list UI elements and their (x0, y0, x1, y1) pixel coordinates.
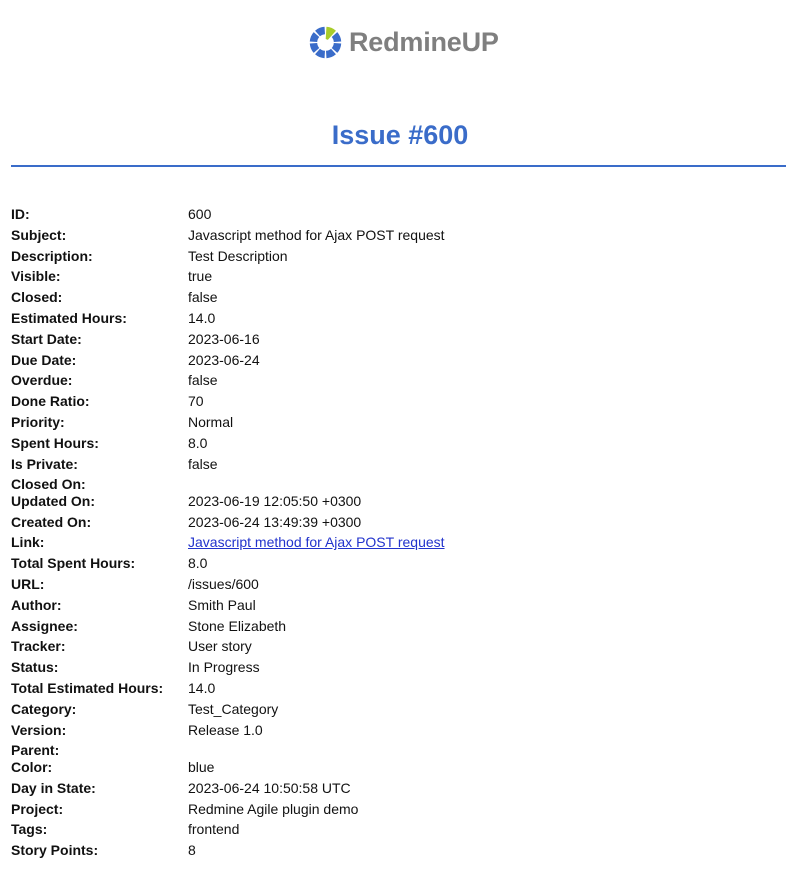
field-row (11, 287, 791, 308)
field-label: Tags: (11, 821, 48, 838)
field-row (11, 412, 791, 433)
field-row (11, 532, 791, 553)
field-row (11, 512, 791, 533)
field-label: Updated On: (11, 492, 95, 509)
field-label: Story Points: (11, 842, 99, 859)
field-value: 70 (188, 393, 204, 410)
field-row (11, 329, 791, 350)
field-value: Smith Paul (188, 596, 256, 613)
field-value: blue (188, 758, 215, 775)
field-value: Test_Category (188, 700, 279, 717)
field-row (11, 799, 791, 820)
field-label: Visible: (11, 268, 61, 285)
field-label: ID: (11, 206, 30, 222)
field-label: Closed On: (11, 476, 86, 493)
field-label: Link: (11, 534, 45, 551)
issue-link[interactable]: Javascript method for Ajax POST request (188, 534, 445, 551)
field-label: Start Date: (11, 330, 82, 347)
field-row (11, 678, 791, 699)
field-label: Subject: (11, 226, 67, 243)
field-label: Parent: (11, 742, 60, 759)
field-row (11, 740, 791, 757)
field-label: Done Ratio: (11, 393, 90, 410)
field-row (11, 350, 791, 371)
field-value: Redmine Agile plugin demo (188, 800, 359, 817)
page-title: Issue #600 (331, 120, 469, 150)
field-row (11, 657, 791, 678)
field-row (11, 699, 791, 720)
field-label: Spent Hours: (11, 434, 99, 451)
field-label: Due Date: (11, 351, 77, 368)
field-label: URL: (11, 576, 45, 593)
field-value: 8.0 (188, 555, 208, 572)
field-value: 2023-06-24 10:50:58 UTC (188, 779, 351, 796)
field-value: 600 (188, 206, 212, 222)
field-label: Estimated Hours: (11, 309, 127, 326)
field-row (11, 474, 791, 491)
field-label: Closed: (11, 289, 63, 306)
field-value: false (188, 455, 218, 472)
field-value: 8 (188, 842, 196, 859)
field-label: Color: (11, 758, 53, 775)
field-row (11, 266, 791, 287)
field-value: Javascript method for Ajax POST request (188, 226, 445, 243)
field-value (188, 532, 445, 553)
field-label: Tracker: (11, 638, 66, 655)
field-label: Day in State: (11, 779, 96, 796)
field-row (11, 204, 791, 225)
field-value: 2023-06-24 13:49:39 +0300 (188, 513, 362, 530)
field-label: Project: (11, 800, 64, 817)
field-value: false (188, 289, 218, 306)
field-row (11, 370, 791, 391)
redmineup-logo (308, 24, 499, 60)
field-label: Is Private: (11, 455, 78, 472)
field-label: Version: (11, 721, 67, 738)
field-label: Total Estimated Hours: (11, 680, 164, 697)
field-row (11, 616, 791, 637)
field-row (11, 225, 791, 246)
field-row (11, 491, 791, 512)
field-label: Author: (11, 596, 62, 613)
field-value: 2023-06-24 (188, 351, 260, 368)
field-value: Release 1.0 (188, 721, 263, 738)
field-value: 2023-06-16 (188, 330, 260, 347)
field-label: Description: (11, 247, 93, 264)
field-row (11, 308, 791, 329)
field-label: Assignee: (11, 617, 78, 634)
field-label: Overdue: (11, 372, 73, 389)
field-label: Category: (11, 700, 77, 717)
field-label: Total Spent Hours: (11, 555, 136, 572)
field-value: Stone Elizabeth (188, 617, 287, 634)
field-value: true (188, 268, 213, 285)
issue-fields-list (11, 204, 791, 861)
field-value: Test Description (188, 247, 288, 264)
title-divider (11, 165, 786, 167)
field-row (11, 778, 791, 799)
field-value: 14.0 (188, 309, 216, 326)
field-row (11, 636, 791, 657)
field-value: 14.0 (188, 680, 216, 697)
field-value: frontend (188, 821, 240, 838)
field-row (11, 391, 791, 412)
field-row (11, 819, 791, 840)
field-row (11, 574, 791, 595)
field-row (11, 595, 791, 616)
field-value: false (188, 372, 218, 389)
brand-name: RedmineUP (349, 27, 499, 57)
field-row (11, 553, 791, 574)
field-row (11, 757, 791, 778)
field-label: Priority: (11, 413, 65, 430)
field-row (11, 454, 791, 475)
field-value: User story (188, 638, 252, 655)
field-value: 2023-06-19 12:05:50 +0300 (188, 492, 362, 509)
field-row (11, 840, 791, 861)
field-row (11, 246, 791, 267)
redmineup-logo-icon (308, 25, 343, 60)
field-row (11, 433, 791, 454)
field-value: /issues/600 (188, 576, 259, 593)
field-label: Status: (11, 659, 59, 676)
field-value: In Progress (188, 659, 260, 676)
field-value: 8.0 (188, 434, 208, 451)
field-row (11, 720, 791, 741)
field-value: Normal (188, 413, 234, 430)
field-label: Created On: (11, 513, 92, 530)
